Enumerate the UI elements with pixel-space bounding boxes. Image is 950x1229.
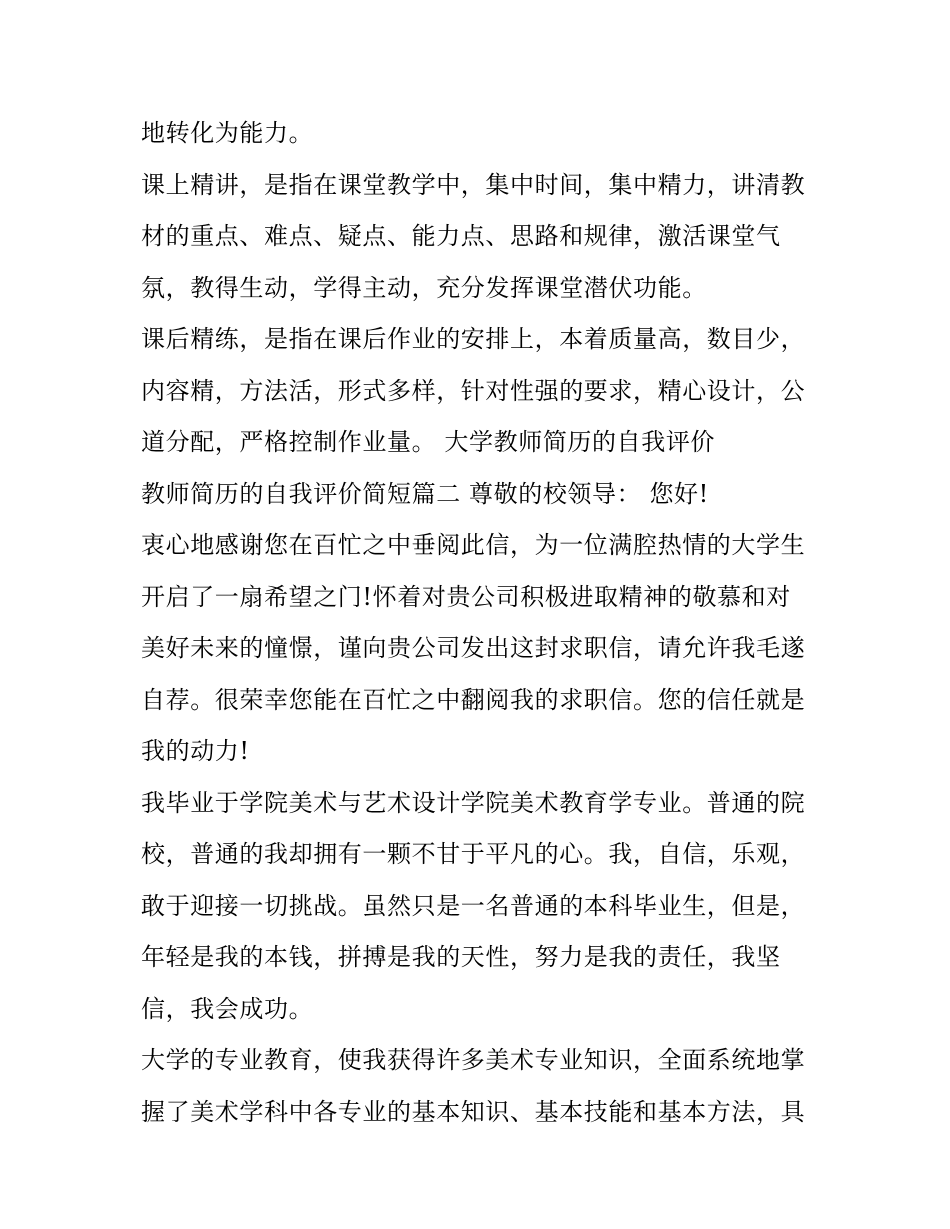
text-line: 衷心地感谢您在百忙之中垂阅此信，为一位满腔热情的大学生 (141, 531, 806, 559)
text-line: 教师简历的自我评价简短篇二 尊敬的校领导： 您好! (141, 479, 709, 508)
document-body (141, 108, 821, 1138)
text-line: 敢于迎接一切挑战。虽然只是一名普通的本科毕业生，但是， (141, 891, 806, 920)
text-line: 自荐。很荣幸您能在百忙之中翻阅我的求职信。您的信任就是 (141, 685, 806, 714)
text-line: 信，我会成功。 (141, 994, 314, 1023)
text-line: 我毕业于学院美术与艺术设计学院美术教育学专业。普通的院 (141, 788, 806, 817)
text-line: 校，普通的我却拥有一颗不甘于平凡的心。我，自信，乐观， (141, 840, 806, 868)
text-line: 美好未来的憧憬，谨向贵公司发出这封求职信，请允许我毛遂 (141, 634, 806, 662)
text-line: 开启了一扇希望之门!怀着对贵公司积极进取精神的敬慕和对 (141, 582, 791, 611)
text-line: 地转化为能力。 (141, 119, 314, 147)
text-line: 内容精，方法活，形式多样，针对性强的要求，精心设计，公 (141, 376, 806, 405)
text-line: 课后精练，是指在课后作业的安排上，本着质量高，数目少， (141, 325, 806, 353)
text-line: 课上精讲，是指在课堂教学中，集中时间，集中精力，讲清教 (141, 170, 806, 199)
text-line: 氛，教得生动，学得主动，充分发挥课堂潜伏功能。 (141, 273, 707, 302)
text-line: 我的动力! (141, 737, 250, 765)
text-line: 道分配，严格控制作业量。 大学教师简历的自我评价 (141, 428, 716, 456)
text-line: 材的重点、难点、疑点、能力点、思路和规律，激活课堂气 (141, 222, 781, 250)
text-line: 大学的专业教育，使我获得许多美术专业知识，全面系统地掌 (141, 1046, 806, 1074)
text-line: 年轻是我的本钱，拼搏是我的天性，努力是我的责任，我坚 (141, 943, 781, 971)
text-line: 握了美术学科中各专业的基本知识、基本技能和基本方法，具 (141, 1097, 806, 1126)
